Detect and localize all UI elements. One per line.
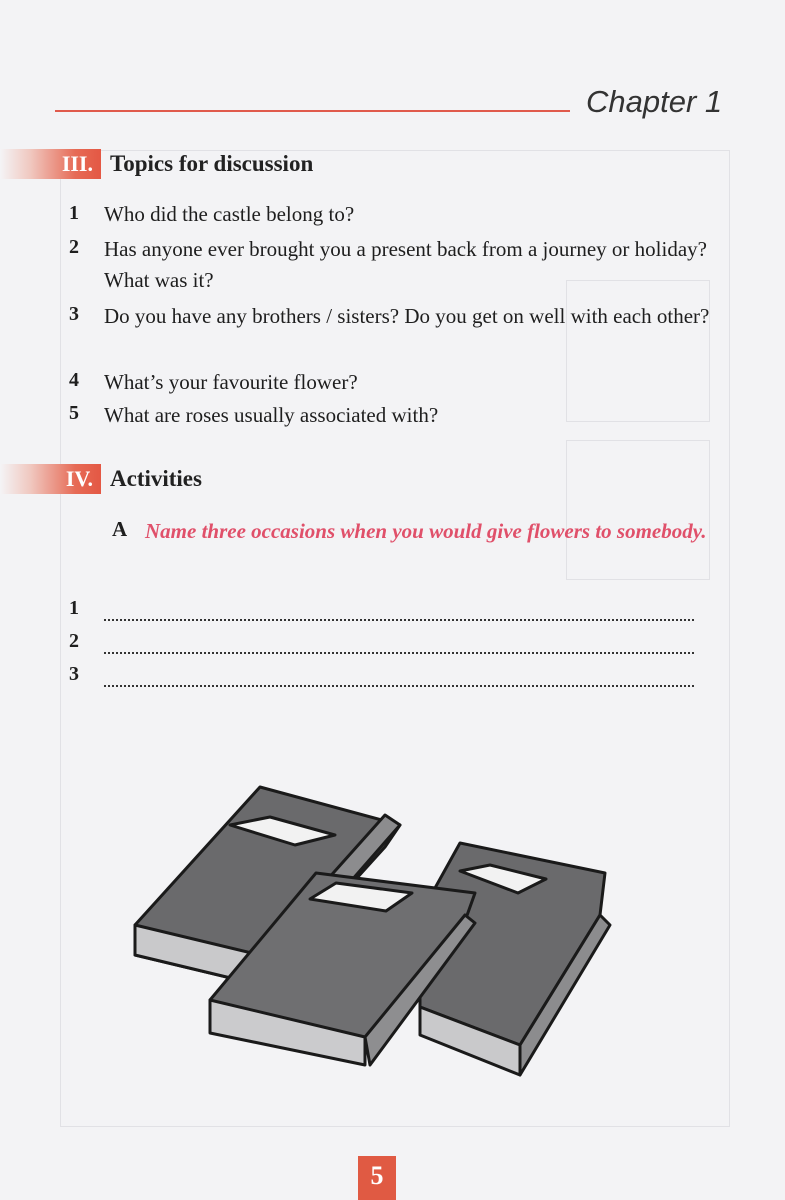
question-number: 1 bbox=[69, 202, 79, 224]
answer-line[interactable] bbox=[104, 652, 694, 654]
question-number: 5 bbox=[69, 402, 79, 424]
section-number-tab: IV. bbox=[0, 464, 101, 494]
question-text: Do you have any brothers / sisters? Do you get on well with each other? bbox=[104, 304, 710, 328]
answer-line[interactable] bbox=[104, 685, 694, 687]
question-text: What are roses usually associated with? bbox=[104, 403, 439, 427]
page-number: 5 bbox=[358, 1156, 396, 1200]
question-text: Has anyone ever brought you a present back from a journey or holiday? What was it? bbox=[104, 237, 707, 292]
section-title: Activities bbox=[110, 466, 202, 491]
chapter-title: Chapter 1 bbox=[586, 84, 723, 119]
activity-letter: A bbox=[112, 517, 128, 541]
question-text: What’s your favourite flower? bbox=[104, 370, 358, 394]
answer-number: 3 bbox=[69, 663, 79, 685]
activity-instruction: Name three occasions when you would give flowers to somebody. bbox=[145, 519, 707, 543]
answer-line[interactable] bbox=[104, 619, 694, 621]
answer-number: 1 bbox=[69, 597, 79, 619]
section-title: Topics for discussion bbox=[110, 151, 314, 176]
question-number: 2 bbox=[69, 236, 79, 258]
books-illustration bbox=[120, 775, 620, 1095]
question-number: 3 bbox=[69, 303, 79, 325]
answer-number: 2 bbox=[69, 630, 79, 652]
section-number-tab: III. bbox=[0, 149, 101, 179]
question-text: Who did the castle belong to? bbox=[104, 202, 355, 226]
question-number: 4 bbox=[69, 369, 79, 391]
header-rule bbox=[55, 110, 570, 112]
